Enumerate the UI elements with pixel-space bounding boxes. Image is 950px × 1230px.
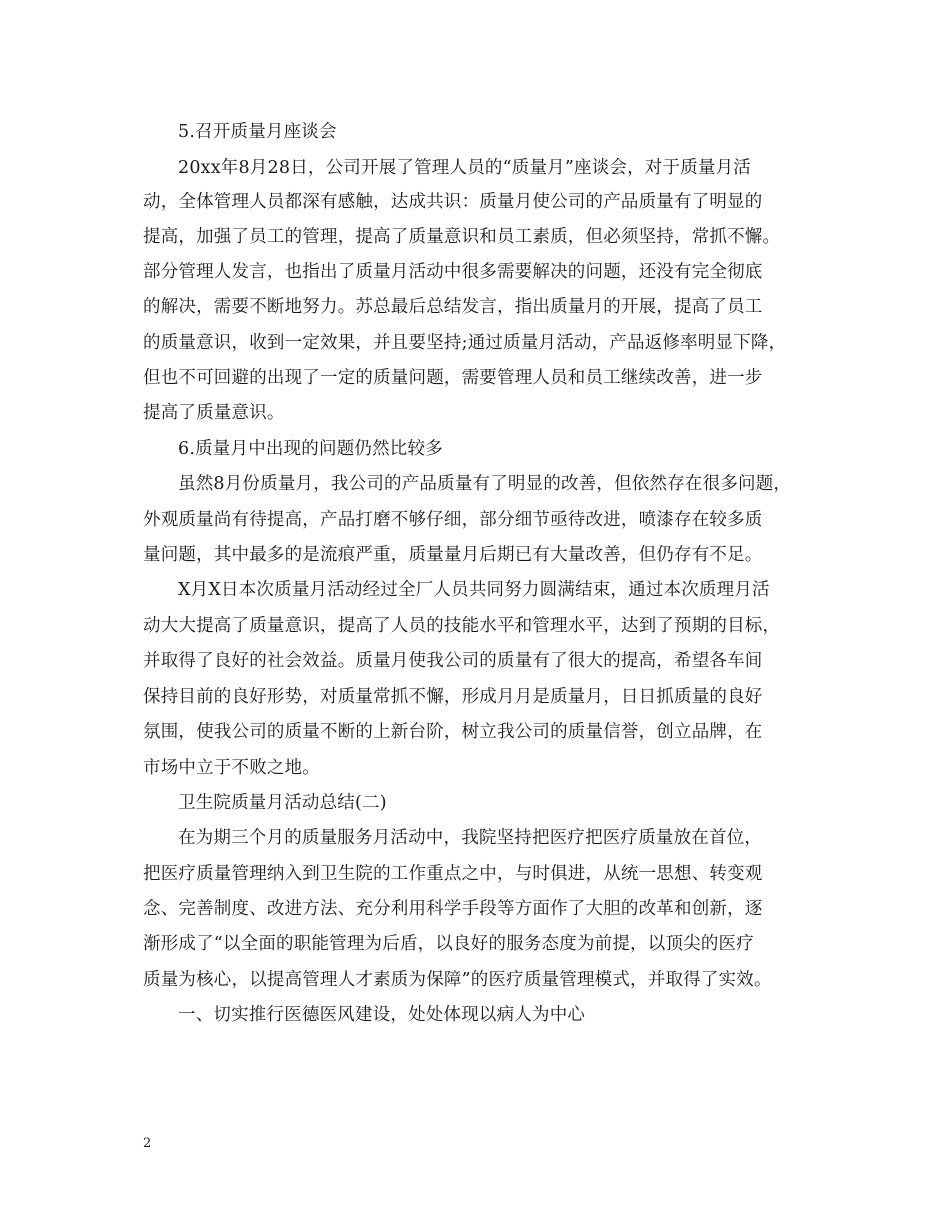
paragraph-line: 氛围，使我公司的质量不断的上新台阶，树立我公司的质量信誉，创立品牌，在 — [143, 722, 763, 742]
paragraph-line: 但也不可回避的出现了一定的质量问题，需要管理人员和员工继续改善，进一步 — [143, 368, 763, 388]
section-heading-6: 6.质量月中出现的问题仍然比较多 — [178, 439, 443, 459]
paragraph-line: X月X日本次质量月活动经过全厂人员共同努力圆满结束，通过本次质理月活 — [178, 580, 770, 600]
section-title: 卫生院质量月活动总结(二) — [178, 793, 387, 813]
paragraph-line: 把医疗质量管理纳入到卫生院的工作重点之中，与时俱进，从统一思想、转变观 — [143, 864, 763, 884]
paragraph-line: 市场中立于不败之地。 — [143, 758, 320, 778]
paragraph-line: 虽然8月份质量月，我公司的产品质量有了明显的改善，但依然存在很多问题， — [178, 474, 792, 494]
paragraph-line: 念、完善制度、改进方法、充分利用科学手段等方面作了大胆的改革和创新，逐 — [143, 899, 763, 919]
paragraph-line: 部分管理人发言，也指出了质量月活动中很多需要解决的问题，还没有完全彻底 — [143, 262, 763, 282]
paragraph-line: 量问题，其中最多的是流痕严重，质量量月后期已有大量改善，但仍存有不足。 — [143, 545, 763, 565]
paragraph-line: 动大大提高了质量意识，提高了人员的技能水平和管理水平，达到了预期的目标， — [143, 616, 781, 636]
paragraph-line: 外观质量尚有待提高，产品打磨不够仔细，部分细节亟待改进，喷漆存在较多质 — [143, 510, 763, 530]
paragraph-line: 提高，加强了员工的管理，提高了质量意识和员工素质，但必须坚持，常抓不懈。 — [143, 227, 781, 247]
paragraph-line: 渐形成了“以全面的职能管理为后盾，以良好的服务态度为前提，以顶尖的医疗 — [143, 934, 754, 954]
paragraph-line: 动，全体管理人员都深有感触，达成共识：质量月使公司的产品质量有了明显的 — [143, 192, 763, 212]
paragraph-line: 的解决，需要不断地努力。苏总最后总结发言，指出质量月的开展，提高了员工 — [143, 297, 763, 317]
paragraph-line: 质量为核心，以提高管理人才素质为保障”的医疗质量管理模式，并取得了实效。 — [143, 970, 772, 990]
page-number: 2 — [143, 1136, 152, 1151]
paragraph-line: 的质量意识，收到一定效果，并且要坚持;通过质量月活动，产品返修率明显下降， — [143, 333, 787, 353]
paragraph-line: 保持目前的良好形势，对质量常抓不懈，形成月月是质量月，日日抓质量的良好 — [143, 687, 763, 707]
paragraph-line: 提高了质量意识。 — [143, 403, 285, 423]
section-heading-5: 5.召开质量月座谈会 — [178, 122, 337, 142]
paragraph-line: 20xx年8月28日，公司开展了管理人员的“质量月”座谈会，对于质量月活 — [178, 158, 751, 178]
section-heading-1: 一、切实推行医德医风建设，处处体现以病人为中心 — [178, 1005, 586, 1025]
paragraph-line: 在为期三个月的质量服务月活动中，我院坚持把医疗把医疗质量放在首位， — [178, 828, 763, 848]
paragraph-line: 并取得了良好的社会效益。质量月使我公司的质量有了很大的提高，希望各车间 — [143, 651, 763, 671]
